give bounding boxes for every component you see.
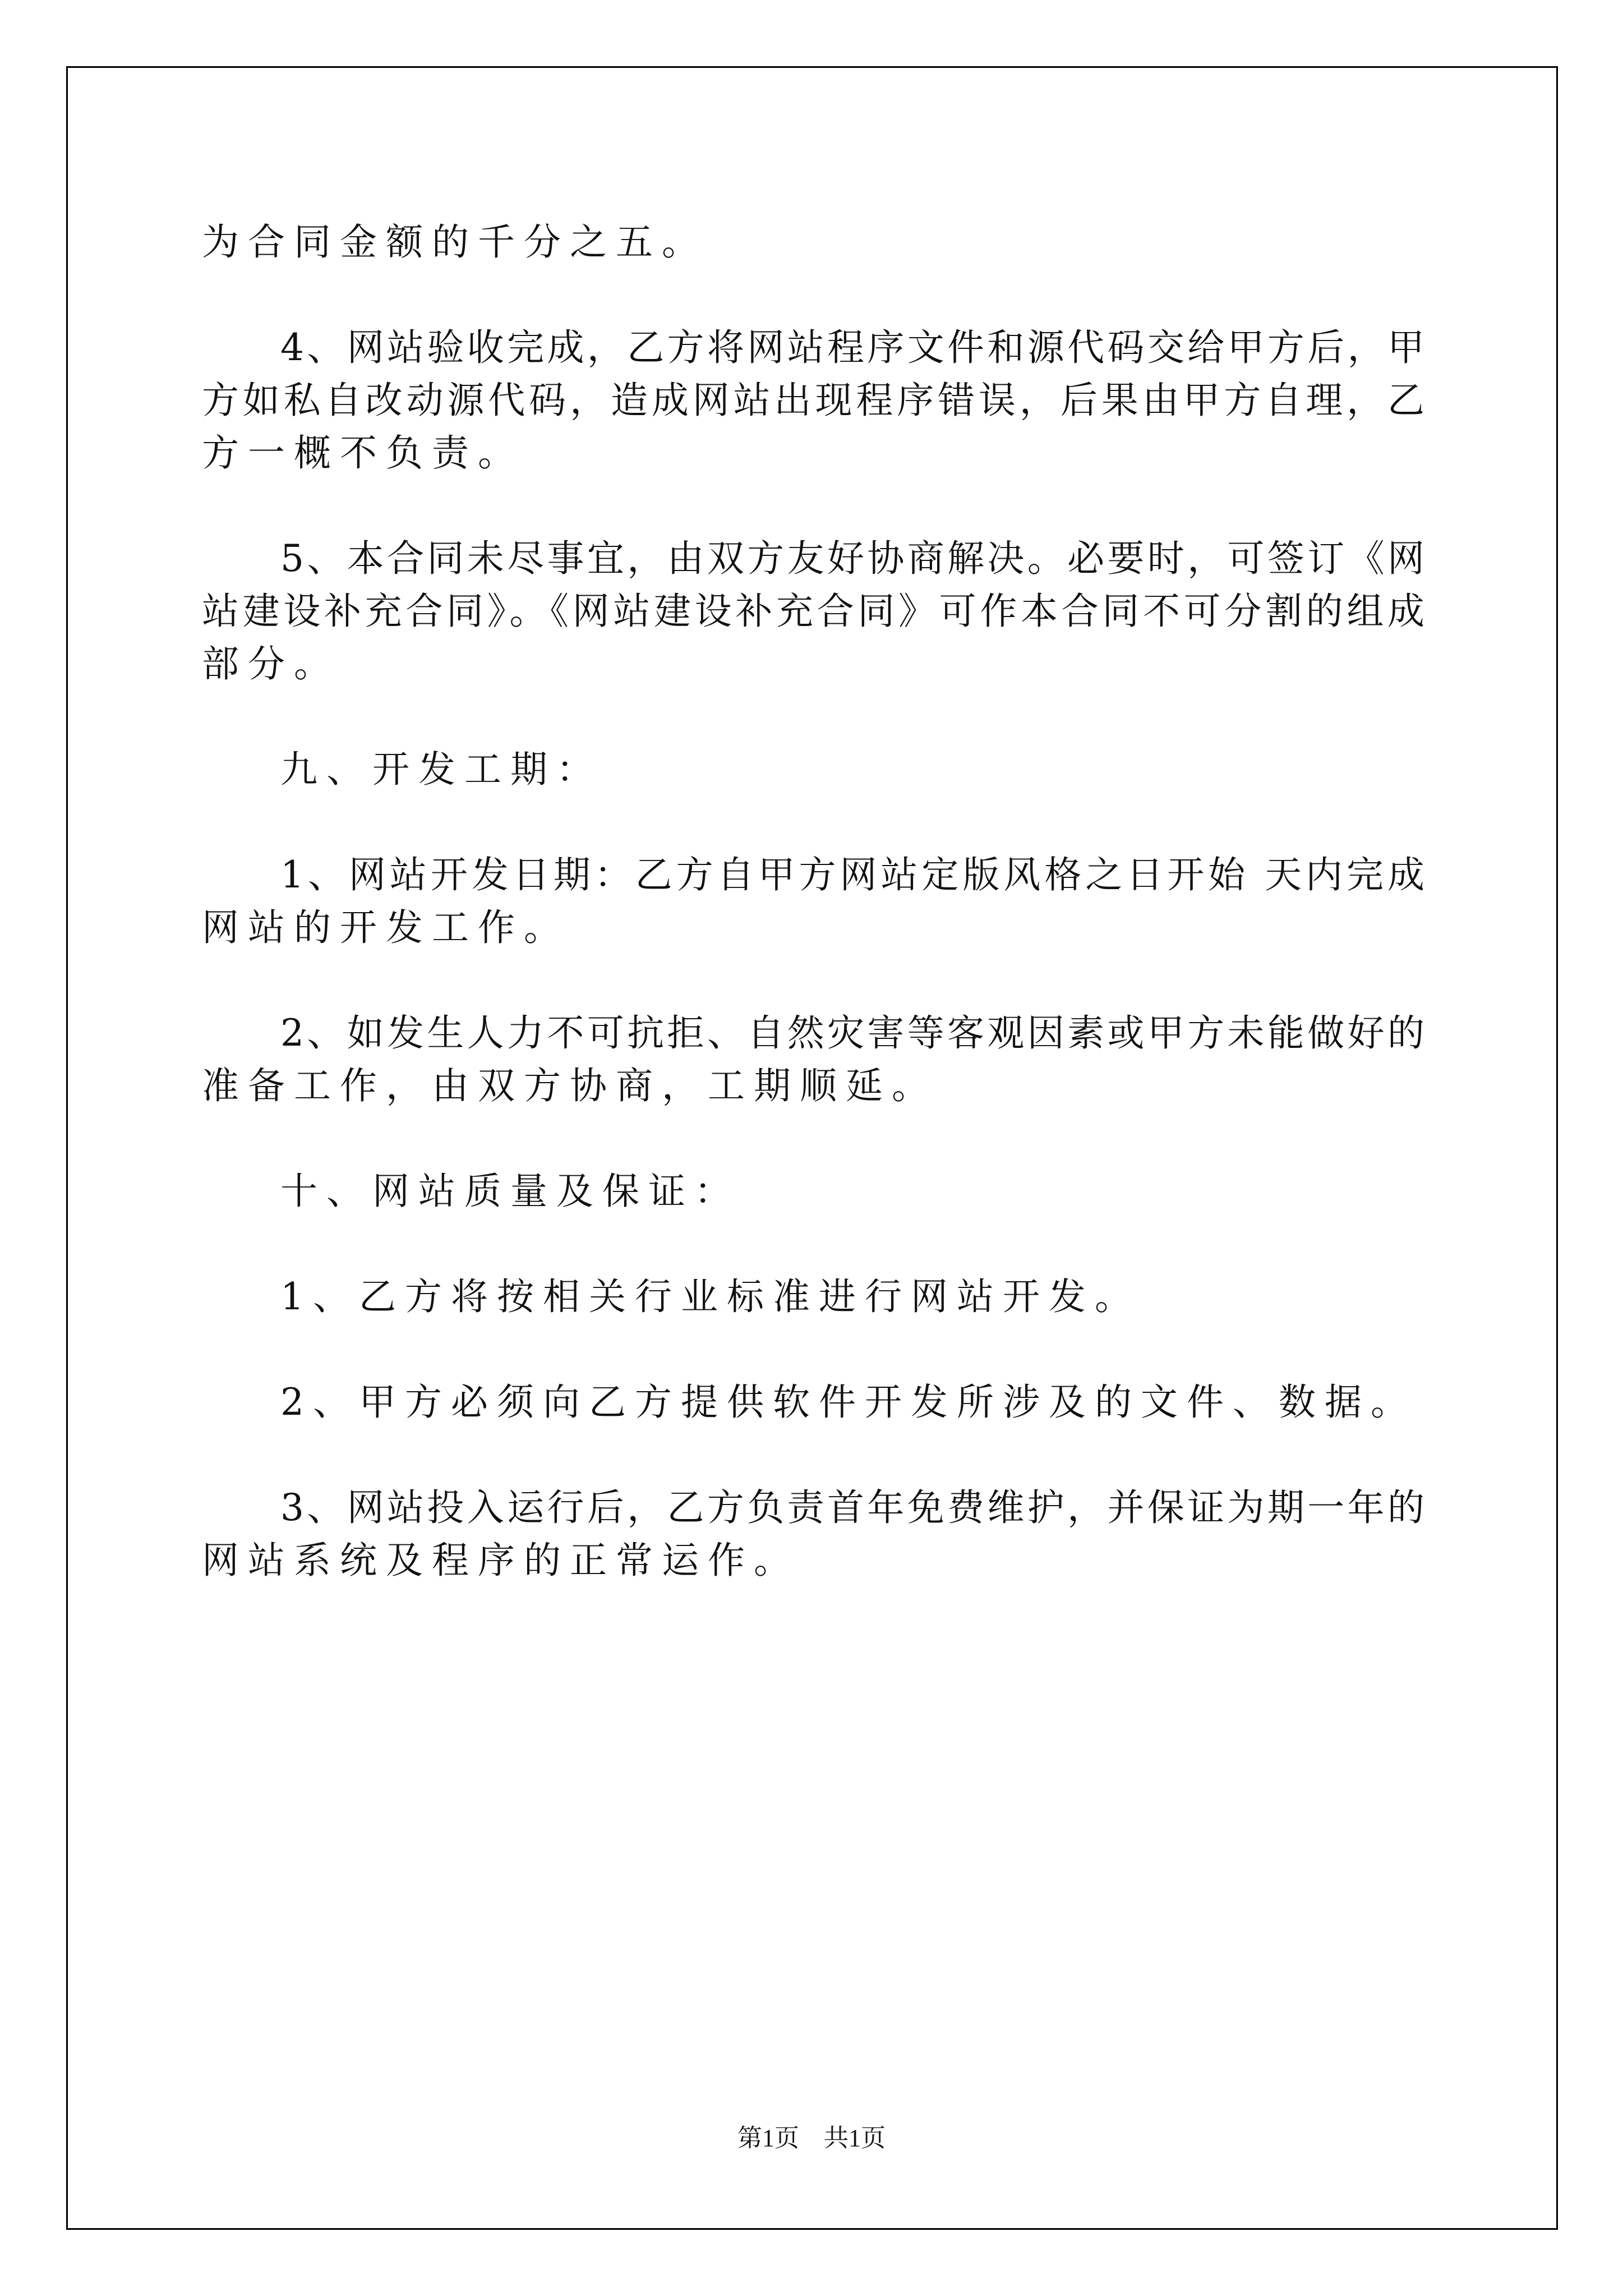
section-heading-quality: 十、网站质量及保证： (280, 1170, 740, 1213)
document-body (202, 216, 1424, 1587)
dev-item-2-line-1: 2、如发生人力不可抗拒、自然灾害等客观因素或甲方未能做好的 (280, 1011, 1424, 1055)
clause-4-line-1: 4、网站验收完成，乙方将网站程序文件和源代码交给甲方后，甲 (280, 326, 1424, 369)
dev-item-1-line-1: 1、网站开发日期：乙方自甲方网站定版风格之日开始 天内完成 (280, 853, 1424, 896)
clause-5-line-3: 部分。 (202, 642, 340, 685)
quality-item-3-line-2: 网站系统及程序的正常运作。 (202, 1539, 800, 1582)
clause-4-line-2: 方如私自改动源代码，造成网站出现程序错误，后果由甲方自理，乙 (202, 379, 1424, 422)
quality-item-2: 2、甲方必须向乙方提供软件开发所涉及的文件、数据。 (280, 1381, 1417, 1424)
clause-5-line-1: 5、本合同未尽事宜，由双方友好协商解决。必要时，可签订《网 (280, 537, 1424, 580)
section-heading-development-period: 九、开发工期： (280, 748, 602, 791)
dev-item-1-line-2: 网站的开发工作。 (202, 906, 570, 949)
clause-5-line-2: 站建设补充合同》。《网站建设补充合同》可作本合同不可分割的组成 (202, 590, 1424, 633)
text-line: 为合同金额的千分之五。 (202, 220, 708, 264)
dev-item-2-line-2: 准备工作，由双方协商，工期顺延。 (202, 1064, 938, 1107)
page-number: 第1页 共1页 (737, 2124, 886, 2152)
quality-item-3-line-1: 3、网站投入运行后，乙方负责首年免费维护，并保证为期一年的 (280, 1486, 1424, 1529)
clause-4-line-3: 方一概不负责。 (202, 431, 524, 475)
quality-item-1: 1、乙方将按相关行业标准进行网站开发。 (280, 1275, 1141, 1318)
